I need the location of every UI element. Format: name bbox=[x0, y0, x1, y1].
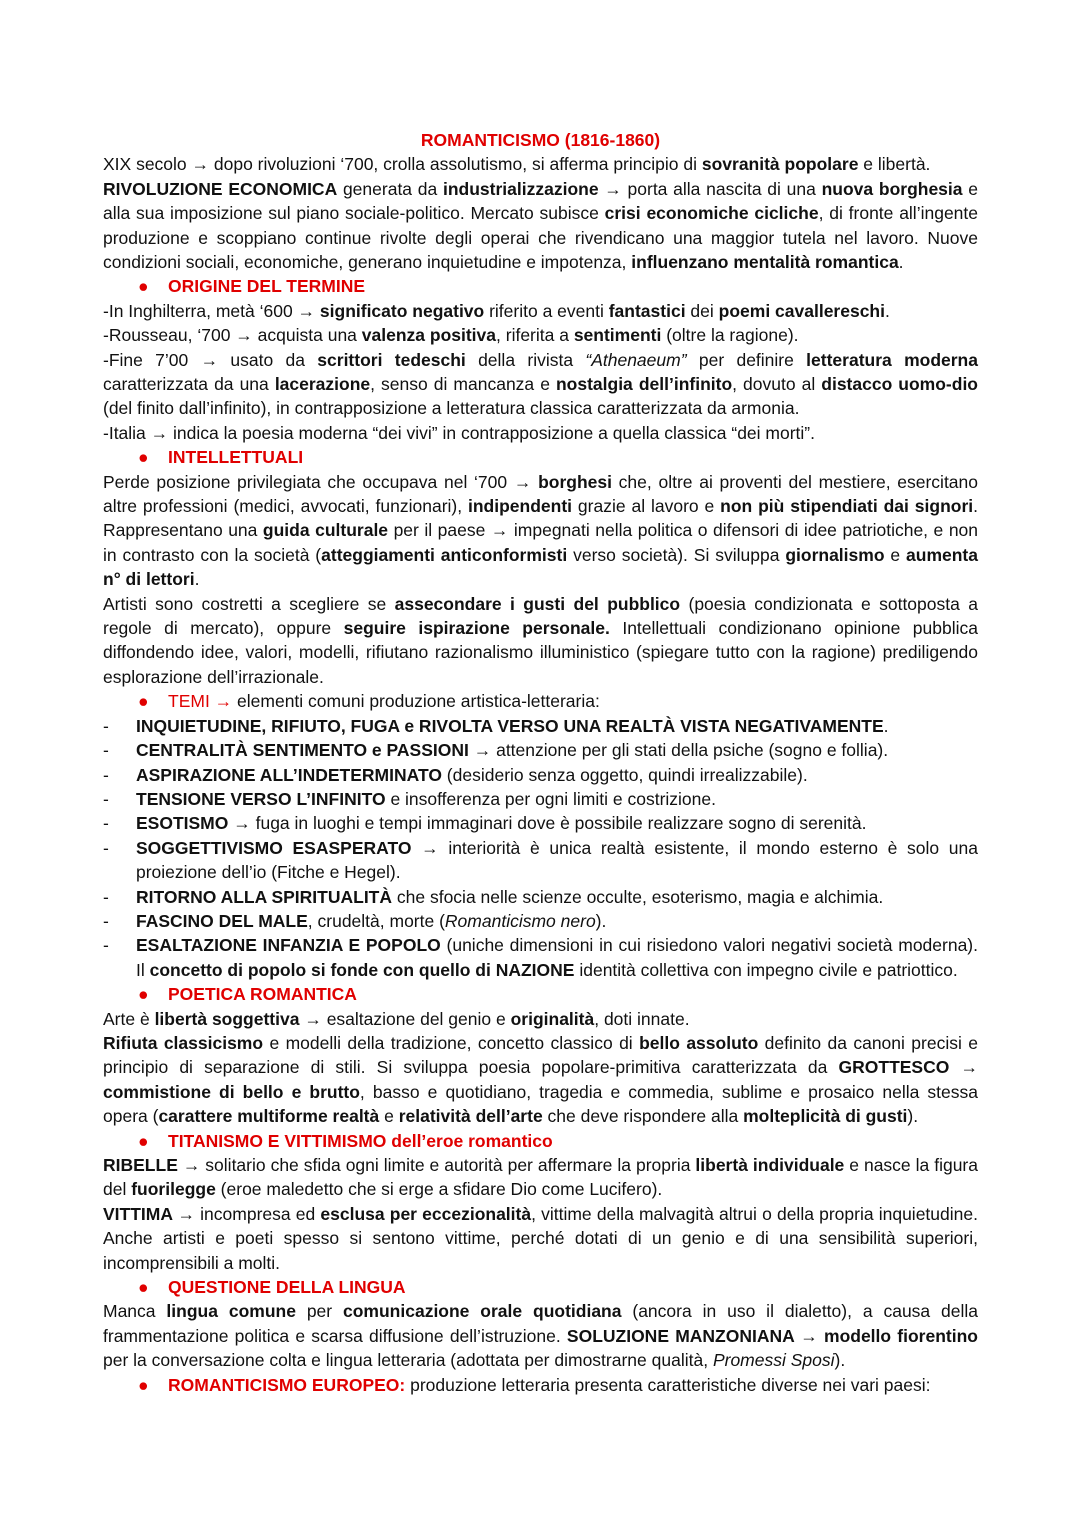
bold-text: letteratura moderna bbox=[806, 349, 978, 370]
section-heading bbox=[103, 274, 978, 298]
dash-marker: - bbox=[103, 813, 109, 834]
paragraph: -In Inghilterra, metà ‘600 → significato negativo riferito a eventi fantastici dei poemi cavallereschi. bbox=[103, 300, 890, 321]
section-heading-text: ROMANTICISMO EUROPEO: bbox=[168, 1374, 406, 1395]
bold-text: esclusa per eccezionalità bbox=[320, 1203, 532, 1224]
bold-text: sentimenti bbox=[573, 325, 662, 346]
dash-marker: - bbox=[103, 910, 109, 931]
list-item: - ASPIRAZIONE ALL’INDETERMINATO (desiderio senza oggetto, quindi irrealizzabile). bbox=[103, 763, 978, 787]
italic-text: Promessi Sposi bbox=[712, 1350, 835, 1371]
bold-text: INQUIETUDINE, RIFIUTO, FUGA e RIVOLTA VERSO UNA REALTÀ VISTA NEGATIVAMENTE bbox=[136, 715, 884, 736]
bold-text: fuorilegge bbox=[131, 1179, 216, 1200]
list-item: - TENSIONE VERSO L’INFINITO e insofferenza per ogni limiti e costrizione. bbox=[103, 787, 978, 811]
bold-text: libertà soggettiva bbox=[154, 1008, 300, 1029]
bold-text: lacerazione bbox=[274, 374, 371, 395]
list-item: - SOGGETTIVISMO ESASPERATO → interiorità è unica realtà esistente, il mondo esterno è solo una proiezione dell’io (Fitche e Hegel). bbox=[103, 837, 978, 883]
bold-text: nuova borghesia bbox=[821, 178, 963, 199]
bold-text: Rifiuta classicismo bbox=[103, 1032, 264, 1053]
dash-marker: - bbox=[103, 740, 109, 761]
bullet-icon: ● bbox=[138, 447, 149, 468]
bold-text: fantastici bbox=[608, 300, 686, 321]
bold-text: molteplicità di gusti bbox=[743, 1106, 908, 1127]
bold-text: nostalgia dell’infinito bbox=[555, 374, 733, 395]
bold-text: scrittori tedeschi bbox=[317, 349, 466, 370]
bold-text: aumenta n° di lettori bbox=[103, 544, 978, 590]
bold-text: TENSIONE VERSO L’INFINITO bbox=[136, 788, 386, 809]
paragraph: VITTIMA → incompresa ed esclusa per eccezionalità, vittime della malvagità altrui o della propria inquietudine. Anche artisti e poeti spesso si sentono vittime, perché dotati di un genio e di una sensibilità superiori, incomprensibili a molti. bbox=[103, 1203, 978, 1273]
bold-text: industrializzazione → bbox=[442, 178, 622, 199]
bold-text: crisi economiche cicliche bbox=[604, 203, 819, 224]
italic-text: Romanticismo nero bbox=[444, 910, 596, 931]
list-item: - INQUIETUDINE, RIFIUTO, FUGA e RIVOLTA VERSO UNA REALTÀ VISTA NEGATIVAMENTE. bbox=[103, 714, 978, 738]
paragraph: -Rousseau, ‘700 → acquista una valenza positiva, riferita a sentimenti (oltre la ragione). bbox=[103, 325, 799, 346]
section-heading bbox=[103, 445, 978, 469]
section-heading bbox=[103, 1129, 978, 1153]
paragraph: Perde posizione privilegiata che occupava nel ‘700 → borghesi che, oltre ai proventi del mestiere, esercitano altre professioni (medici, avvocati, funzionari), indipendenti grazie al lavoro e non più stipendiati dai signori. Rappresentano una guida culturale per il paese → impegnati nella politica o difensori di idee patriotiche, e non in contrasto con la società (atteggiamenti anticonformisti verso società). Si sviluppa giornalismo e aumenta n° di lettori. bbox=[103, 471, 979, 590]
bullet-icon: ● bbox=[138, 1130, 149, 1151]
bold-text: carattere multiforme realtà bbox=[158, 1106, 380, 1127]
bold-text: assecondare i gusti del pubblico bbox=[394, 593, 681, 614]
paragraph: RIVOLUZIONE ECONOMICA generata da industrializzazione → porta alla nascita di una nuova borghesia e alla sua imposizione sul piano sociale-politico. Mercato subisce crisi economiche cicliche, di fronte all’ingente produzione e scoppiano continue rivolte degli operai che rivendicano una maggior tutela nel lavoro. Nuove condizioni sociali, economiche, generano inquietudine e impotenza, influenzano mentalità romantica. bbox=[103, 178, 978, 273]
bold-text: indipendenti bbox=[468, 496, 573, 517]
paragraph: -Fine 7’00 → usato da scrittori tedeschi della rivista “Athenaeum” per definire letteratura moderna caratterizzata da una lacerazione, senso di mancanza e nostalgia dell’infinito, dovuto al distacco uomo-dio (del finito dall’infinito), in contrapposizione a letteratura classica caratterizzata da armonia. bbox=[103, 349, 978, 419]
bold-text: guida culturale bbox=[262, 520, 389, 541]
paragraph: XIX secolo → dopo rivoluzioni ‘700, crolla assolutismo, si afferma principio di sovranità popolare e libertà. bbox=[103, 154, 931, 175]
bold-text: FASCINO DEL MALE bbox=[136, 910, 308, 931]
bold-text: bello assoluto bbox=[639, 1032, 759, 1053]
section-heading: ● ROMANTICISMO EUROPEO: produzione letteraria presenta caratteristiche diverse nei vari paesi: bbox=[103, 1373, 978, 1397]
bold-text: ESOTISMO bbox=[136, 813, 229, 834]
bullet-icon: ● bbox=[138, 1277, 149, 1297]
section-heading: ● TEMI → elementi comuni produzione artistica-letteraria: bbox=[103, 689, 978, 713]
bold-text: giornalismo bbox=[785, 544, 885, 565]
list-item: - FASCINO DEL MALE, crudeltà, morte (Romanticismo nero). bbox=[103, 909, 978, 933]
bold-text: SOLUZIONE MANZONIANA → modello fiorentino bbox=[566, 1325, 978, 1346]
bold-text: valenza positiva bbox=[361, 325, 497, 346]
bold-text: lingua comune bbox=[166, 1301, 296, 1322]
section-heading-text: TITANISMO E VITTIMISMO dell’eroe romantico bbox=[168, 1130, 553, 1151]
section-heading-text: TEMI → bbox=[168, 691, 233, 712]
paragraph: Manca lingua comune per comunicazione orale quotidiana (ancora in uso il dialetto), a causa della frammentazione politica e scarsa diffusione dell’istruzione. SOLUZIONE MANZONIANA → modello fiorentino per la conversazione colta e lingua letteraria (adottata per dimostrarne qualità, Promessi Sposi). bbox=[103, 1301, 979, 1371]
bold-text: VITTIMA → bbox=[103, 1203, 195, 1224]
list-item: - CENTRALITÀ SENTIMENTO e PASSIONI → attenzione per gli stati della psiche (sogno e follia). bbox=[103, 738, 978, 762]
section-heading-text: QUESTIONE DELLA LINGUA bbox=[168, 1277, 406, 1297]
paragraph: -Italia → indica la poesia moderna “dei vivi” in contrapposizione a quella classica “dei morti”. bbox=[103, 422, 815, 443]
section-heading bbox=[103, 982, 978, 1006]
dash-marker: - bbox=[103, 935, 109, 956]
section-heading-text: INTELLETTUALI bbox=[168, 447, 304, 468]
dash-marker: - bbox=[103, 715, 109, 736]
bold-text: seguire ispirazione personale. bbox=[343, 618, 610, 639]
section-heading-text: ORIGINE DEL TERMINE bbox=[168, 276, 366, 297]
bold-text: libertà individuale bbox=[695, 1154, 845, 1175]
bullet-icon: ● bbox=[138, 1374, 149, 1395]
bold-text: concetto di popolo si fonde con quello di NAZIONE bbox=[149, 959, 575, 980]
dash-marker: - bbox=[103, 764, 109, 785]
bullet-icon: ● bbox=[138, 276, 149, 297]
italic-text: “Athenaeum” bbox=[585, 349, 687, 370]
bold-text: SOGGETTIVISMO ESASPERATO → bbox=[136, 837, 439, 858]
bold-text: sovranità popolare bbox=[701, 154, 859, 175]
dash-marker: - bbox=[103, 886, 109, 907]
section-heading-text: POETICA ROMANTICA bbox=[168, 984, 357, 1005]
bold-text: poemi cavallereschi bbox=[718, 300, 885, 321]
bold-text: borghesi bbox=[538, 471, 612, 492]
section-heading bbox=[103, 1275, 978, 1299]
bold-text: distacco uomo-dio bbox=[821, 374, 978, 395]
bullet-icon: ● bbox=[138, 691, 149, 712]
list-item: - ESALTAZIONE INFANZIA E POPOLO (uniche dimensioni in cui risiedono valori negativi società moderna). Il concetto di popolo si fonde con quello di NAZIONE identità collettiva con impegno civile e patriottico. bbox=[103, 935, 978, 980]
bold-text: RITORNO ALLA SPIRITUALITÀ bbox=[136, 886, 393, 907]
bold-text: influenzano mentalità romantica bbox=[631, 252, 899, 273]
list-item: - RITORNO ALLA SPIRITUALITÀ che sfocia nelle scienze occulte, esoterismo, magia e alchimia. bbox=[103, 885, 978, 909]
paragraph: RIBELLE → solitario che sfida ogni limite e autorità per affermare la propria libertà individuale e nasce la figura del fuorilegge (eroe maledetto che si erge a sfidare Dio come Lucifero). bbox=[103, 1154, 978, 1200]
bullet-icon: ● bbox=[138, 984, 149, 1005]
page-title: ROMANTICISMO (1816-1860) bbox=[420, 130, 661, 150]
bold-text: RIBELLE → bbox=[103, 1154, 201, 1175]
sections bbox=[103, 274, 978, 1397]
dash-marker: - bbox=[103, 837, 109, 858]
intro bbox=[103, 152, 978, 274]
bold-text: ESALTAZIONE INFANZIA E POPOLO bbox=[136, 935, 441, 956]
bold-text: ASPIRAZIONE ALL’INDETERMINATO bbox=[136, 764, 442, 785]
bold-text: significato negativo bbox=[319, 300, 485, 321]
bold-text: originalità bbox=[510, 1008, 595, 1029]
bold-text: RIVOLUZIONE ECONOMICA bbox=[103, 178, 338, 199]
list-item: - ESOTISMO → fuga in luoghi e tempi immaginari dove è possibile realizzare sogno di serenità. bbox=[103, 811, 978, 835]
bold-text: atteggiamenti anticonformisti bbox=[321, 544, 568, 565]
bold-text: GROTTESCO → commistione di bello e brutto bbox=[103, 1057, 979, 1102]
dash-marker: - bbox=[103, 788, 109, 809]
paragraph: Artisti sono costretti a scegliere se assecondare i gusti del pubblico (poesia condizionata e sottoposta a regole di mercato), oppure seguire ispirazione personale. Intellettuali condizionano opinione pubblica diffondendo idee, valori, modelli, rifiutano razionalismo illuministico (spiegare tutto con la ragione) prediligendo esplorazione dell’irrazionale. bbox=[103, 593, 978, 687]
bold-text: non più stipendiati dai signori bbox=[720, 496, 974, 517]
bold-text: relatività dell’arte bbox=[398, 1106, 543, 1127]
paragraph: Arte è libertà soggettiva → esaltazione del genio e originalità, doti innate. bbox=[103, 1008, 690, 1029]
paragraph: Rifiuta classicismo e modelli della tradizione, concetto classico di bello assoluto definito da canoni precisi e principio di separazione di stili. Si sviluppa poesia popolare-primitiva caratterizzata da GROTTESCO → commistione di bello e brutto, basso e quotidiano, tragedia e commedia, sublime e prosaico nella stessa opera (carattere multiforme realtà e relatività dell’arte che deve rispondere alla molteplicità di gusti). bbox=[103, 1032, 979, 1127]
bold-text: CENTRALITÀ SENTIMENTO e PASSIONI → bbox=[136, 740, 492, 761]
bold-text: comunicazione orale quotidiana bbox=[343, 1301, 622, 1322]
